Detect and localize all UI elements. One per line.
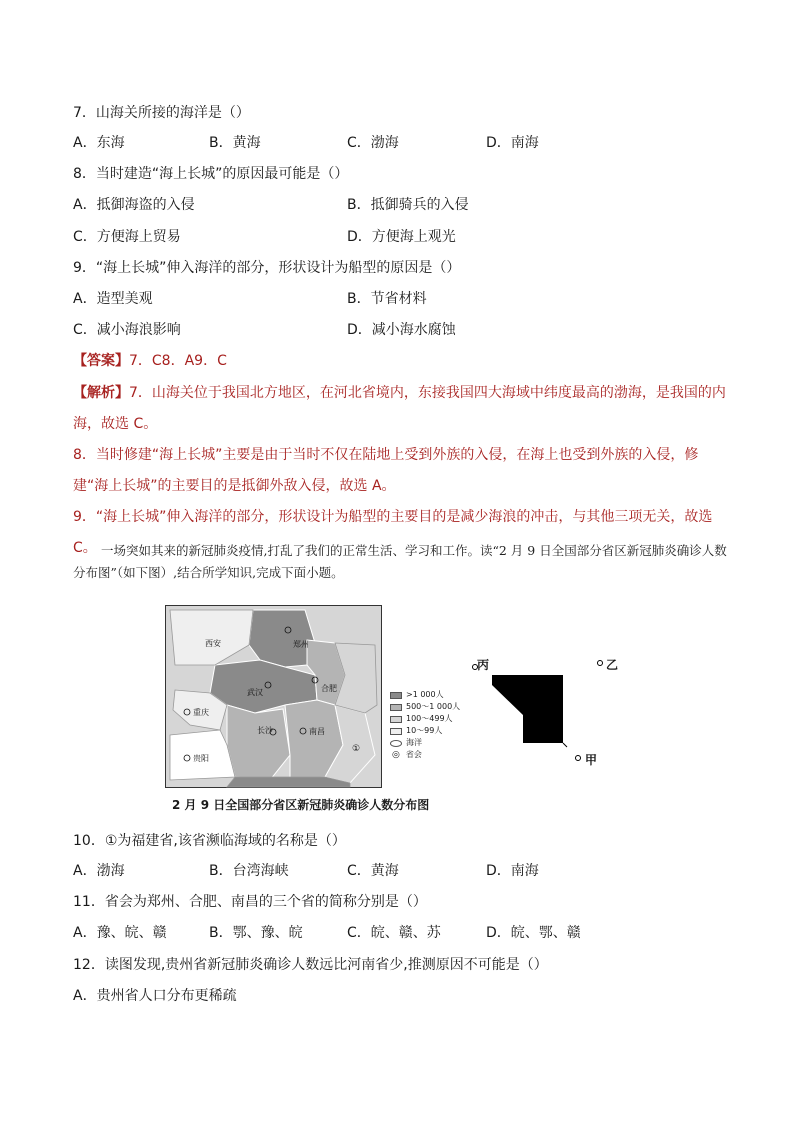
analysis-p3: 9．“海上长城”伸入海洋的部分，形状设计为船型的主要目的是减少海浪的冲击，与其他三项无关，故选 C。 bbox=[73, 509, 713, 556]
q7-option-c: C．渤海 bbox=[347, 135, 399, 151]
label-jia: 甲 bbox=[585, 753, 598, 767]
q12-stem: 12．读图发现,贵州省新冠肺炎确诊人数远比河南省少,推测原因不可能是（） bbox=[73, 957, 548, 973]
legend-swatch-sea bbox=[390, 740, 402, 747]
q10-option-d: D．南海 bbox=[486, 863, 539, 879]
q8-option-b: B．抵御骑兵的入侵 bbox=[347, 197, 469, 213]
label-yi: 乙 bbox=[606, 658, 619, 672]
legend-label-1: >1 000人 bbox=[406, 690, 444, 699]
legend-row-1 bbox=[390, 689, 460, 701]
legend-swatch-4 bbox=[390, 728, 402, 735]
answer-text: 7．C8．A9．C bbox=[129, 353, 227, 369]
q10-option-a: A．渤海 bbox=[73, 863, 125, 879]
q7-option-b: B．黄海 bbox=[209, 135, 261, 151]
q7-option-d: D．南海 bbox=[486, 135, 539, 151]
legend-label-3: 100～499人 bbox=[406, 714, 453, 723]
q9-option-b: B．节省材料 bbox=[347, 291, 427, 307]
city-guiyang: 贵阳 bbox=[193, 754, 209, 763]
analysis-p2: 8．当时修建“海上长城”主要是由于当时不仅在陆地上受到外族的入侵，在海上也受到外族的入侵，修建“海上长城”的主要目的是抵御外敌入侵，故选 A。 bbox=[73, 447, 699, 494]
q7-stem: 7．山海关所接的海洋是（） bbox=[73, 105, 250, 121]
intro-passage: 一场突如其来的新冠肺炎疫情,打乱了我们的正常生活、学习和工作。读“2 月 9 日全国部分省区新冠肺炎确诊人数分布图”（如下图）,结合所学知识,完成下面小题。 bbox=[73, 543, 727, 580]
city-fujian-marker: ① bbox=[352, 744, 361, 754]
q11-option-d: D．皖、鄂、赣 bbox=[486, 925, 581, 941]
city-hefei: 合肥 bbox=[321, 684, 337, 693]
analysis-label: 【解析】 bbox=[73, 385, 129, 401]
city-xian: 西安 bbox=[205, 639, 221, 648]
q10-option-c: C．黄海 bbox=[347, 863, 399, 879]
q12-option-a: A．贵州省人口分布更稀疏 bbox=[73, 988, 237, 1004]
city-zhengzhou: 郑州 bbox=[293, 640, 309, 649]
map-caption: 2 月 9 日全国部分省区新冠肺炎确诊人数分布图 bbox=[172, 798, 430, 812]
q8-stem: 8．当时建造“海上长城”的原因最可能是（） bbox=[73, 166, 349, 182]
legend-row-5 bbox=[390, 737, 460, 749]
legend-row-4 bbox=[390, 725, 460, 737]
legend-row-6 bbox=[390, 749, 460, 761]
capital-symbol-icon: ◎ bbox=[392, 750, 400, 760]
legend-label-2: 500～1 000人 bbox=[406, 702, 461, 711]
legend-row-3 bbox=[390, 713, 460, 725]
legend-swatch-3 bbox=[390, 716, 402, 723]
legend-row-2 bbox=[390, 701, 460, 713]
black-region-shape bbox=[492, 675, 563, 743]
legend-swatch-1 bbox=[390, 692, 402, 699]
q7-option-a: A．东海 bbox=[73, 135, 125, 151]
q11-option-b: B．鄂、豫、皖 bbox=[209, 925, 303, 941]
point-yi-marker bbox=[598, 661, 603, 666]
q11-option-a: A．豫、皖、赣 bbox=[73, 925, 167, 941]
covid-map bbox=[165, 605, 382, 788]
q9-option-c: C．减小海浪影响 bbox=[73, 322, 181, 338]
city-changsha: 长沙 bbox=[257, 726, 273, 735]
q11-stem: 11．省会为郑州、合肥、南昌的三个省的简称分别是（） bbox=[73, 894, 427, 910]
city-chongqing: 重庆 bbox=[193, 708, 209, 717]
answer-line bbox=[73, 351, 227, 371]
q8-option-d: D．方便海上观光 bbox=[347, 229, 456, 245]
region-guangdong bbox=[227, 777, 350, 787]
point-jia-marker bbox=[576, 756, 581, 761]
q9-option-a: A．造型美观 bbox=[73, 291, 153, 307]
corner-tick bbox=[563, 743, 567, 747]
q9-option-d: D．减小海水腐蚀 bbox=[347, 322, 456, 338]
q8-option-c: C．方便海上贸易 bbox=[73, 229, 181, 245]
map-legend bbox=[390, 689, 460, 761]
black-shape-diagram bbox=[470, 655, 620, 770]
legend-label-5: 海洋 bbox=[406, 738, 422, 747]
legend-label-6: 省会 bbox=[405, 750, 422, 759]
q10-option-b: B．台湾海峡 bbox=[209, 863, 289, 879]
q8-option-a: A．抵御海盗的入侵 bbox=[73, 197, 195, 213]
legend-swatch-2 bbox=[390, 704, 402, 711]
q11-option-c: C．皖、赣、苏 bbox=[347, 925, 441, 941]
label-bing: 丙 bbox=[477, 658, 490, 672]
analysis-p1 bbox=[73, 378, 733, 440]
q9-stem: 9．“海上长城”伸入海洋的部分，形状设计为船型的原因是（） bbox=[73, 260, 461, 276]
analysis-p1-text: 7．山海关位于我国北方地区，在河北省境内，东接我国四大海域中纬度最高的渤海，是我国的内海，故选 C。 bbox=[73, 385, 726, 432]
answer-label: 【答案】 bbox=[73, 353, 129, 369]
q10-stem: 10．①为福建省,该省濒临海域的名称是（） bbox=[73, 833, 346, 849]
legend-label-4: 10～99人 bbox=[406, 726, 443, 735]
city-nanchang: 南昌 bbox=[309, 727, 325, 736]
city-wuhan: 武汉 bbox=[247, 688, 263, 697]
